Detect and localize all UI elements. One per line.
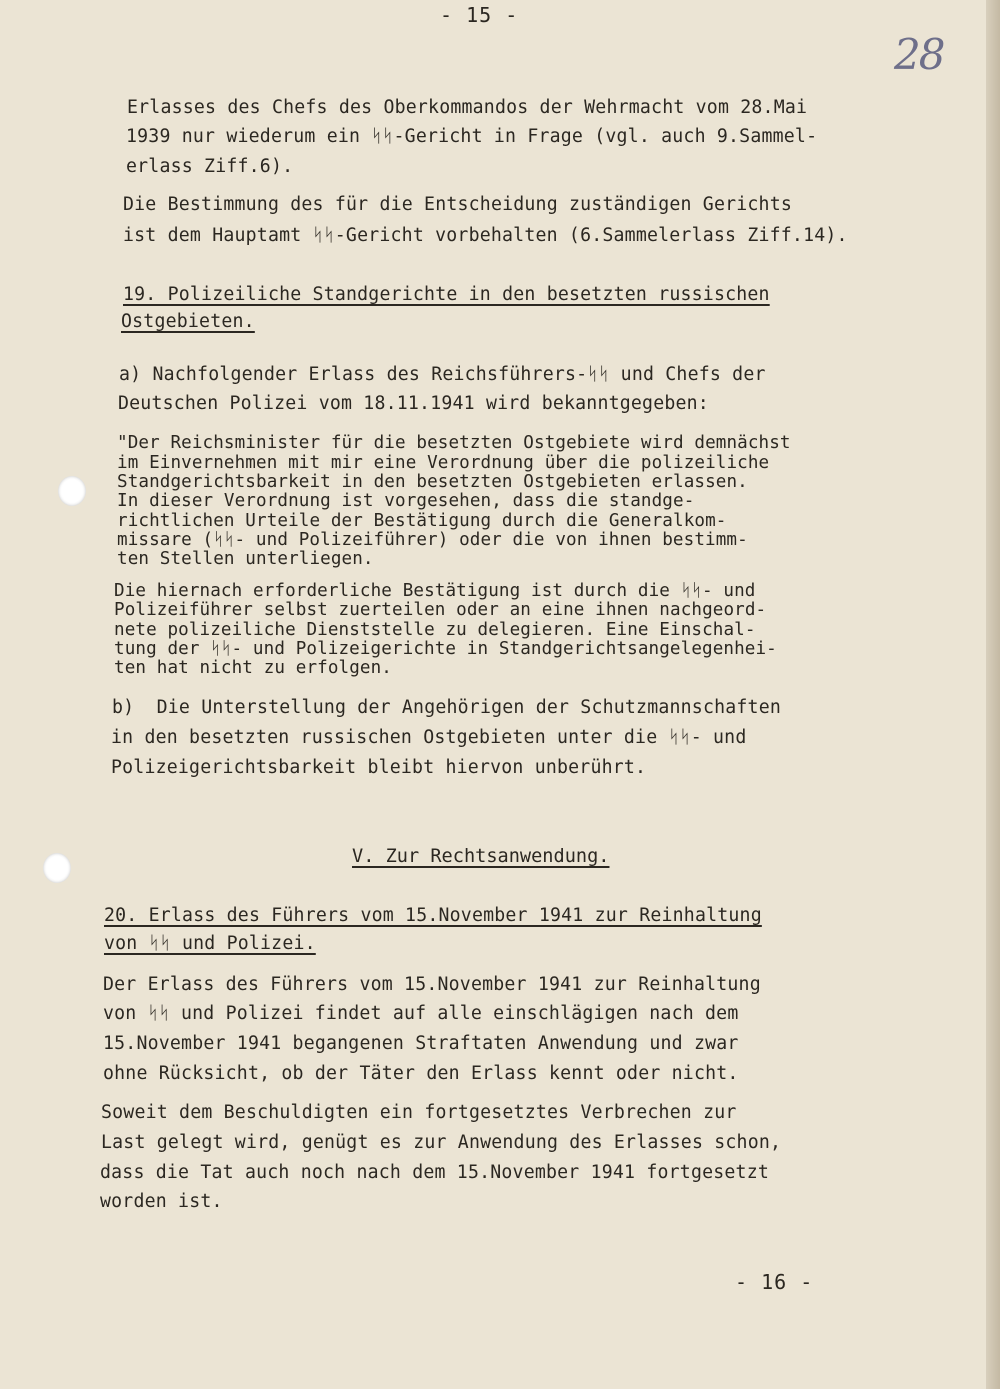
section-19-a-line: Deutschen Polizei vom 18.11.1941 wird bekanntgegeben: (118, 393, 709, 414)
quote-line: ten Stellen unterliegen. (117, 549, 374, 569)
quote-line: nete polizeiliche Dienststelle zu delegieren. Eine Einschal- (114, 620, 756, 640)
intro-line: 1939 nur wiederum ein ᛋᛋ-Gericht in Frage (vgl. auch 9.Sammel- (126, 126, 818, 147)
quote-line: missare (ᛋᛋ- und Polizeiführer) oder die von ihnen bestimm- (117, 530, 748, 550)
chapter-v-heading: V. Zur Rechtsanwendung. (352, 846, 610, 867)
section-19-b-line: b) Die Unterstellung der Angehörigen der Schutzmannschaften (112, 697, 781, 718)
quote-line: richtlichen Urteile der Bestätigung durch die Generalkom- (117, 511, 727, 531)
section-19-heading: 19. Polizeiliche Standgerichte in den besetzten russischen (123, 284, 770, 305)
quote-line: Die hiernach erforderliche Bestätigung ist durch die ᛋᛋ- und (114, 581, 756, 601)
section-20-para2-line: dass die Tat auch noch nach dem 15.November 1941 fortgesetzt (100, 1162, 769, 1183)
bestimmung-line: ist dem Hauptamt ᛋᛋ-Gericht vorbehalten (6.Sammelerlass Ziff.14). (123, 225, 848, 246)
section-20-heading: 20. Erlass des Führers vom 15.November 1941 zur Reinhaltung (104, 905, 762, 926)
section-20-para2-line: Soweit dem Beschuldigten ein fortgesetztes Verbrechen zur (101, 1102, 737, 1123)
quote-line: Polizeiführer selbst zuerteilen oder an eine ihnen nachgeord- (114, 600, 767, 620)
quote-line: tung der ᛋᛋ- und Polizeigerichte in Standgerichtsangelegenhei- (114, 639, 777, 659)
section-20-para2-line: worden ist. (100, 1191, 223, 1212)
section-19-a-line: a) Nachfolgender Erlass des Reichsführers-ᛋᛋ und Chefs der (119, 364, 766, 385)
bestimmung-line: Die Bestimmung des für die Entscheidung zuständigen Gerichts (123, 194, 792, 215)
section-20-heading: von ᛋᛋ und Polizei. (104, 933, 316, 954)
intro-line: Erlasses des Chefs des Oberkommandos der Wehrmacht vom 28.Mai (127, 97, 808, 118)
paper-edge (986, 0, 1000, 1389)
intro-line: erlass Ziff.6). (126, 156, 294, 177)
section-20-para2-line: Last gelegt wird, genügt es zur Anwendung des Erlasses schon, (101, 1132, 782, 1153)
archive-number: 28 (894, 30, 944, 79)
quote-line: im Einvernehmen mit mir eine Verordnung über die polizeiliche (117, 453, 770, 473)
punch-hole-upper (58, 476, 86, 506)
page-number: - 15 - (440, 3, 519, 27)
section-20-para1-line: von ᛋᛋ und Polizei findet auf alle einschlägigen nach dem (103, 1003, 739, 1024)
section-20-para1-line: Der Erlass des Führers vom 15.November 1941 zur Reinhaltung (103, 974, 761, 995)
punch-hole-lower (43, 853, 71, 883)
quote-line: ten hat nicht zu erfolgen. (114, 658, 393, 678)
next-page-marker: - 16 - (735, 1270, 814, 1294)
quote-line: "Der Reichsminister für die besetzten Ostgebiete wird demnächst (117, 433, 791, 453)
section-20-para1-line: 15.November 1941 begangenen Straftaten Anwendung und zwar (103, 1033, 739, 1054)
quote-line: In dieser Verordnung ist vorgesehen, dass die standge- (117, 491, 695, 511)
section-19-b-line: in den besetzten russischen Ostgebieten unter die ᛋᛋ- und (111, 727, 747, 748)
section-19-heading: Ostgebieten. (121, 311, 255, 332)
quote-line: Standgerichtsbarkeit in den besetzten Ostgebieten erlassen. (117, 472, 748, 492)
section-19-b-line: Polizeigerichtsbarkeit bleibt hiervon unberührt. (111, 757, 647, 778)
section-20-para1-line: ohne Rücksicht, ob der Täter den Erlass kennt oder nicht. (103, 1063, 739, 1084)
